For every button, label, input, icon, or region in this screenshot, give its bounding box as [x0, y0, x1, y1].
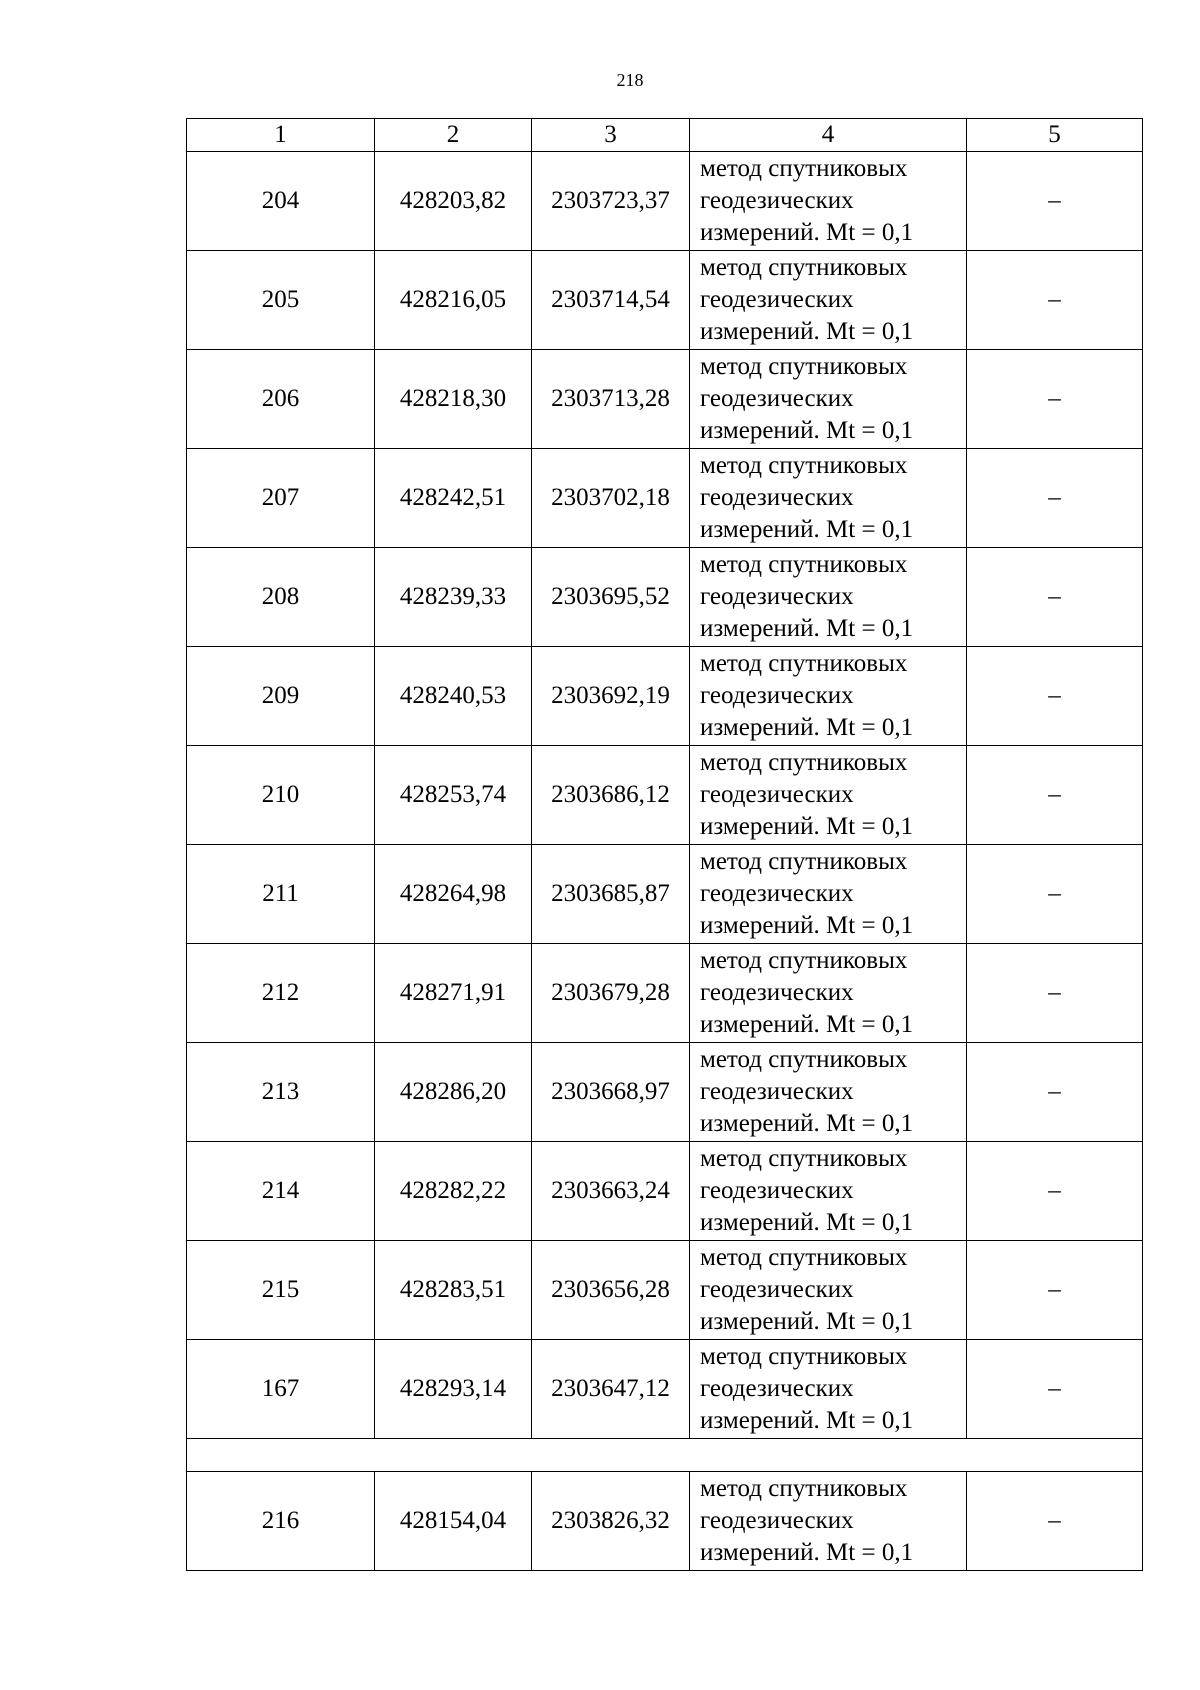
y-coordinate-cell: 2303692,19 [532, 647, 690, 746]
method-cell [690, 647, 967, 746]
remark-cell: – [967, 647, 1143, 746]
point-number-cell: 167 [187, 1340, 375, 1439]
remark-cell: – [967, 1043, 1143, 1142]
method-text-line3: измерений. Mt = 0,1 [700, 417, 914, 444]
point-number-cell: 205 [187, 251, 375, 350]
method-text-line1: метод спутниковых [700, 749, 908, 776]
remark-cell: – [967, 251, 1143, 350]
method-text-line3: измерений. Mt = 0,1 [700, 516, 914, 543]
point-number-cell: 209 [187, 647, 375, 746]
x-coordinate-cell: 428282,22 [375, 1142, 532, 1241]
column-header-4: 4 [690, 119, 967, 152]
method-text-line2: геодезических [700, 781, 854, 808]
method-text-line2: геодезических [700, 1177, 854, 1204]
x-coordinate-cell: 428218,30 [375, 350, 532, 449]
table-row [187, 845, 1143, 944]
table-row [187, 1472, 1143, 1571]
table-row [187, 152, 1143, 251]
remark-cell: – [967, 548, 1143, 647]
method-text-line1: метод спутниковых [700, 155, 908, 182]
method-text-line2: геодезических [700, 1276, 854, 1303]
x-coordinate-cell: 428216,05 [375, 251, 532, 350]
table-row [187, 449, 1143, 548]
point-number-cell: 215 [187, 1241, 375, 1340]
method-cell [690, 1142, 967, 1241]
x-coordinate-cell: 428203,82 [375, 152, 532, 251]
point-number-cell: 206 [187, 350, 375, 449]
method-text-line1: метод спутниковых [700, 1475, 908, 1502]
method-cell [690, 1043, 967, 1142]
method-text-line2: геодезических [700, 484, 854, 511]
page-number: 218 [616, 70, 644, 90]
column-header-3: 3 [532, 119, 690, 152]
method-text-line2: геодезических [700, 583, 854, 610]
coordinates-table-body [187, 119, 1143, 1571]
method-cell [690, 251, 967, 350]
y-coordinate-cell: 2303702,18 [532, 449, 690, 548]
method-text-line3: измерений. Mt = 0,1 [700, 1539, 914, 1566]
point-number-cell: 211 [187, 845, 375, 944]
remark-cell: – [967, 944, 1143, 1043]
method-cell [690, 152, 967, 251]
point-number-cell: 212 [187, 944, 375, 1043]
table-row [187, 1340, 1143, 1439]
method-text-line3: измерений. Mt = 0,1 [700, 1407, 914, 1434]
x-coordinate-cell: 428154,04 [375, 1472, 532, 1571]
y-coordinate-cell: 2303713,28 [532, 350, 690, 449]
remark-cell: – [967, 449, 1143, 548]
x-coordinate-cell: 428283,51 [375, 1241, 532, 1340]
y-coordinate-cell: 2303685,87 [532, 845, 690, 944]
column-header-2: 2 [375, 119, 532, 152]
point-number-cell: 216 [187, 1472, 375, 1571]
method-cell [690, 1340, 967, 1439]
table-row [187, 1241, 1143, 1340]
method-text-line2: геодезических [700, 187, 854, 214]
remark-cell: – [967, 1472, 1143, 1571]
method-text-line3: измерений. Mt = 0,1 [700, 615, 914, 642]
x-coordinate-cell: 428253,74 [375, 746, 532, 845]
y-coordinate-cell: 2303668,97 [532, 1043, 690, 1142]
method-text-line1: метод спутниковых [700, 353, 908, 380]
y-coordinate-cell: 2303714,54 [532, 251, 690, 350]
y-coordinate-cell: 2303679,28 [532, 944, 690, 1043]
method-text-line3: измерений. Mt = 0,1 [700, 1110, 914, 1137]
method-text-line2: геодезических [700, 979, 854, 1006]
coordinates-table [186, 118, 1143, 1571]
method-text-line2: геодезических [700, 385, 854, 412]
method-text-line1: метод спутниковых [700, 254, 908, 281]
method-text-line2: геодезических [700, 682, 854, 709]
method-cell [690, 449, 967, 548]
method-cell [690, 548, 967, 647]
method-cell [690, 350, 967, 449]
method-text-line1: метод спутниковых [700, 551, 908, 578]
x-coordinate-cell: 428293,14 [375, 1340, 532, 1439]
y-coordinate-cell: 2303695,52 [532, 548, 690, 647]
method-text-line2: геодезических [700, 1375, 854, 1402]
point-number-cell: 204 [187, 152, 375, 251]
method-text-line3: измерений. Mt = 0,1 [700, 912, 914, 939]
remark-cell: – [967, 845, 1143, 944]
method-text-line1: метод спутниковых [700, 1046, 908, 1073]
table-row [187, 1043, 1143, 1142]
method-cell [690, 746, 967, 845]
column-header-5: 5 [967, 119, 1143, 152]
method-text-line3: измерений. Mt = 0,1 [700, 1308, 914, 1335]
x-coordinate-cell: 428264,98 [375, 845, 532, 944]
remark-cell: – [967, 152, 1143, 251]
point-number-cell: 214 [187, 1142, 375, 1241]
point-number-cell: 213 [187, 1043, 375, 1142]
table-header-row [187, 119, 1143, 152]
table-row [187, 647, 1143, 746]
method-text-line3: измерений. Mt = 0,1 [700, 1011, 914, 1038]
table-row [187, 944, 1143, 1043]
remark-cell: – [967, 1241, 1143, 1340]
table-row [187, 746, 1143, 845]
method-text-line1: метод спутниковых [700, 1343, 908, 1370]
method-text-line1: метод спутниковых [700, 452, 908, 479]
x-coordinate-cell: 428240,53 [375, 647, 532, 746]
x-coordinate-cell: 428286,20 [375, 1043, 532, 1142]
remark-cell: – [967, 746, 1143, 845]
method-text-line1: метод спутниковых [700, 1145, 908, 1172]
method-text-line2: геодезических [700, 1507, 854, 1534]
method-cell [690, 1472, 967, 1571]
method-text-line1: метод спутниковых [700, 947, 908, 974]
method-text-line3: измерений. Mt = 0,1 [700, 1209, 914, 1236]
method-text-line2: геодезических [700, 880, 854, 907]
method-text-line2: геодезических [700, 286, 854, 313]
method-text-line1: метод спутниковых [700, 650, 908, 677]
remark-cell: – [967, 350, 1143, 449]
method-text-line3: измерений. Mt = 0,1 [700, 714, 914, 741]
method-text-line2: геодезических [700, 1078, 854, 1105]
method-text-line1: метод спутниковых [700, 848, 908, 875]
table-row [187, 251, 1143, 350]
point-number-cell: 210 [187, 746, 375, 845]
method-cell [690, 944, 967, 1043]
y-coordinate-cell: 2303663,24 [532, 1142, 690, 1241]
y-coordinate-cell: 2303826,32 [532, 1472, 690, 1571]
method-text-line1: метод спутниковых [700, 1244, 908, 1271]
y-coordinate-cell: 2303647,12 [532, 1340, 690, 1439]
x-coordinate-cell: 428242,51 [375, 449, 532, 548]
table-separator-row [187, 1439, 1143, 1472]
y-coordinate-cell: 2303686,12 [532, 746, 690, 845]
table-row [187, 548, 1143, 647]
point-number-cell: 208 [187, 548, 375, 647]
column-header-1: 1 [187, 119, 375, 152]
y-coordinate-cell: 2303656,28 [532, 1241, 690, 1340]
x-coordinate-cell: 428271,91 [375, 944, 532, 1043]
separator-cell [187, 1439, 1143, 1472]
remark-cell: – [967, 1142, 1143, 1241]
method-text-line3: измерений. Mt = 0,1 [700, 318, 914, 345]
method-cell [690, 845, 967, 944]
method-cell [690, 1241, 967, 1340]
table-row [187, 350, 1143, 449]
y-coordinate-cell: 2303723,37 [532, 152, 690, 251]
method-text-line3: измерений. Mt = 0,1 [700, 219, 914, 246]
remark-cell: – [967, 1340, 1143, 1439]
point-number-cell: 207 [187, 449, 375, 548]
method-text-line3: измерений. Mt = 0,1 [700, 813, 914, 840]
x-coordinate-cell: 428239,33 [375, 548, 532, 647]
table-row [187, 1142, 1143, 1241]
